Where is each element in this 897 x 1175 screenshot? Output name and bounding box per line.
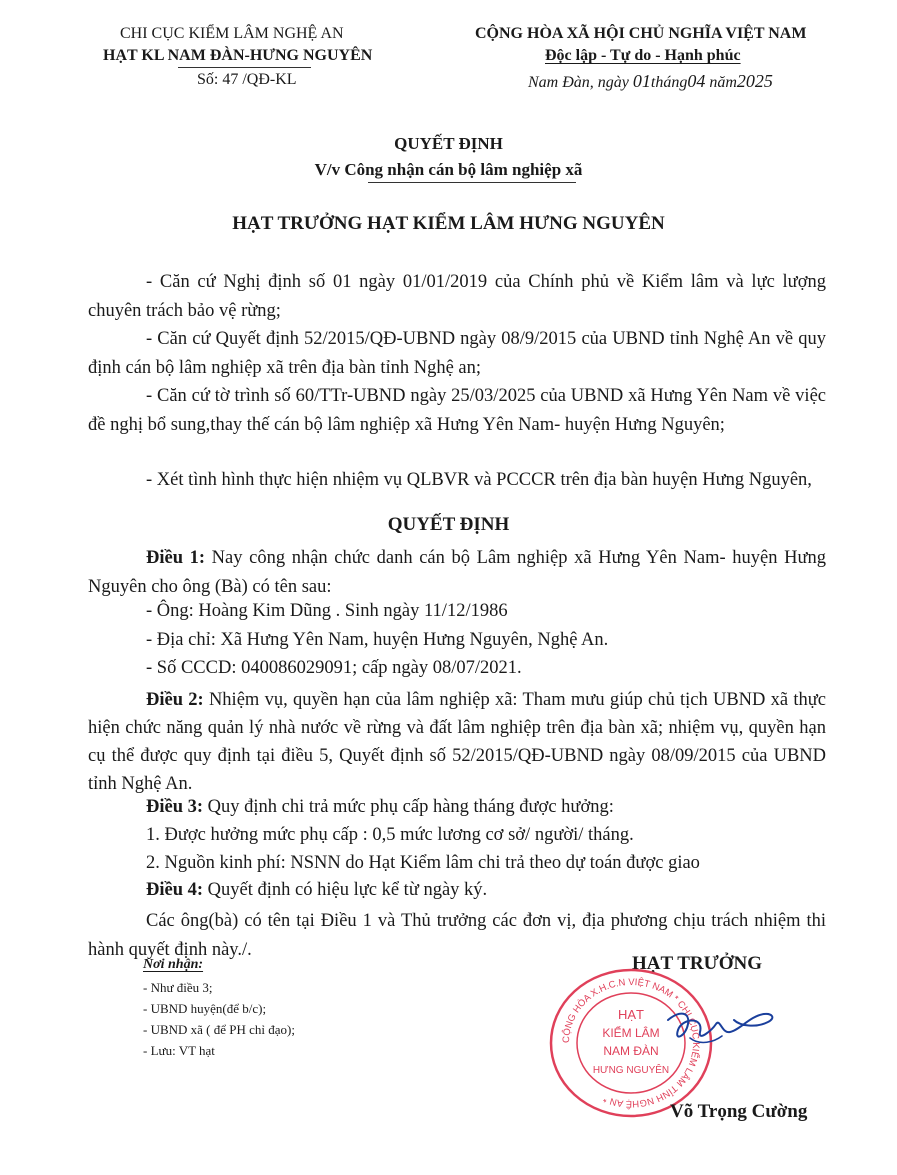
basis-1: - Căn cứ Nghị định số 01 ngày 01/01/2019 của Chính phủ về Kiểm lâm và lực lượng chuyên trách bảo vệ rừng; [88,272,826,321]
subject-underline [368,182,576,183]
article-1-label: Điều 1: [146,548,206,568]
signer-name: Võ Trọng Cường [670,1101,808,1122]
article-4-label: Điều 4: [146,880,204,900]
handwritten-signature [660,990,780,1060]
article-1-address: - Địa chỉ: Xã Hưng Yên Nam, huyện Hưng Nguyên, Nghệ An. [146,630,609,650]
issuing-authority: HẠT TRƯỞNG HẠT KIỂM LÂM HƯNG NGUYÊN [232,213,665,234]
document-subject: V/v Công nhận cán bộ lâm nghiệp xã [314,160,583,179]
document-number: Số: 47 /QĐ-KL [197,71,297,88]
recipient-item: - UBND huyện(để b/c); [143,1001,267,1016]
issue-date [528,71,773,92]
article-1-person: - Ông: Hoàng Kim Dũng . Sinh ngày 11/12/1986 [146,601,508,621]
article-3 [146,797,614,818]
national-motto: Độc lập - Tự do - Hạnh phúc [545,47,741,64]
signature-stroke [668,1014,772,1037]
article-2-text: Nhiệm vụ, quyền hạn của lâm nghiệp xã: Tham mưu giúp chủ tịch UBND xã thực hiện chức năng quản lý nhà nước về rừng và đất lâm nghiệp trên địa bàn xã; nhiệm vụ, quyền hạn cụ thể được quy định tại điều 5, Quyết định số 52/2015/QĐ-UBND ngày 08/09/2015 của UBND tỉnh Nghệ An. [88,690,826,794]
basis-4: - Xét tình hình thực hiện nhiệm vụ QLBVR và PCCCR trên địa bàn huyện Hưng Nguyên, [146,470,812,490]
seal-line-2: KIỂM LÂM [602,1026,660,1040]
article-3-text: Quy định chi trả mức phụ cấp hàng tháng được hưởng: [203,797,614,817]
signer-title: HẠT TRƯỞNG [632,953,763,974]
agency-name: CHI CỤC KIỂM LÂM NGHỆ AN [120,25,344,42]
basis-3: - Căn cứ tờ trình số 60/TTr-UBND ngày 25/03/2025 của UBND xã Hưng Yên Nam về việc đề nghị bổ sung,thay thế cán bộ lâm nghiệp xã Hưng Yên Nam- huyện Hưng Nguyên; [88,386,826,435]
recipient-item: - Lưu: VT hạt [143,1043,215,1058]
basis-2: - Căn cứ Quyết định 52/2015/QĐ-UBND ngày 08/9/2015 của UBND tỉnh Nghệ An về quy định cán bộ lâm nghiệp xã trên địa bàn tỉnh Nghệ an; [88,329,826,378]
article-3-label: Điều 3: [146,797,204,817]
signature-flourish [690,1036,722,1042]
article-4-text: Quyết định có hiệu lực kể từ ngày ký. [203,880,488,900]
recipient-item: - Như điều 3; [143,980,213,995]
document-title: QUYẾT ĐỊNH [394,134,503,153]
date-month-label: tháng [650,74,688,91]
seal-line-1: HẠT [618,1007,644,1022]
date-month: 04 [687,71,706,91]
article-4 [146,880,487,901]
closing-paragraph: Các ông(bà) có tên tại Điều 1 và Thủ trưởng các đơn vị, địa phương chịu trách nhiệm thi hành quyết định này./. [88,911,826,960]
article-3-item-2: 2. Nguồn kinh phí: NSNN do Hạt Kiểm lâm chi trả theo dự toán được giao [146,853,700,873]
seal-line-4: HƯNG NGUYÊN [592,1065,670,1076]
unit-name: HẠT KL NAM ĐÀN-HƯNG NGUYÊN [103,47,373,64]
seal-line-3: NAM ĐÀN [603,1044,659,1058]
seal-ring-text: CỘNG HÒA X.H.C.N VIỆT NAM * CHI CỤC KIỂM LÂM TỈNH NGHỆ AN * [560,976,702,1110]
article-2 [88,686,826,798]
decision-heading: QUYẾT ĐỊNH [387,514,510,535]
article-3-item-1: 1. Được hưởng mức phụ cấp : 0,5 mức lương cơ sở/ người/ tháng. [146,825,634,845]
country-name: CỘNG HÒA XÃ HỘI CHỦ NGHĨA VIỆT NAM [475,25,807,42]
article-1-text: Nay công nhận chức danh cán bộ Lâm nghiệp xã Hưng Yên Nam- huyện Hưng Nguyên cho ông (Bà) có tên sau: [88,548,826,597]
date-year-label: năm [709,74,737,91]
article-1-id: - Số CCCD: 040086029091; cấp ngày 08/07/2021. [146,658,522,678]
date-day: 01 [632,71,651,91]
article-1 [88,544,826,601]
unit-underline [178,67,311,68]
date-prefix: Nam Đàn, ngày [528,74,629,91]
date-year: 2025 [736,71,773,91]
recipients-label: Nơi nhận: [143,957,204,972]
article-2-label: Điều 2: [146,690,204,710]
recipient-item: - UBND xã ( để PH chỉ đạo); [143,1022,295,1037]
